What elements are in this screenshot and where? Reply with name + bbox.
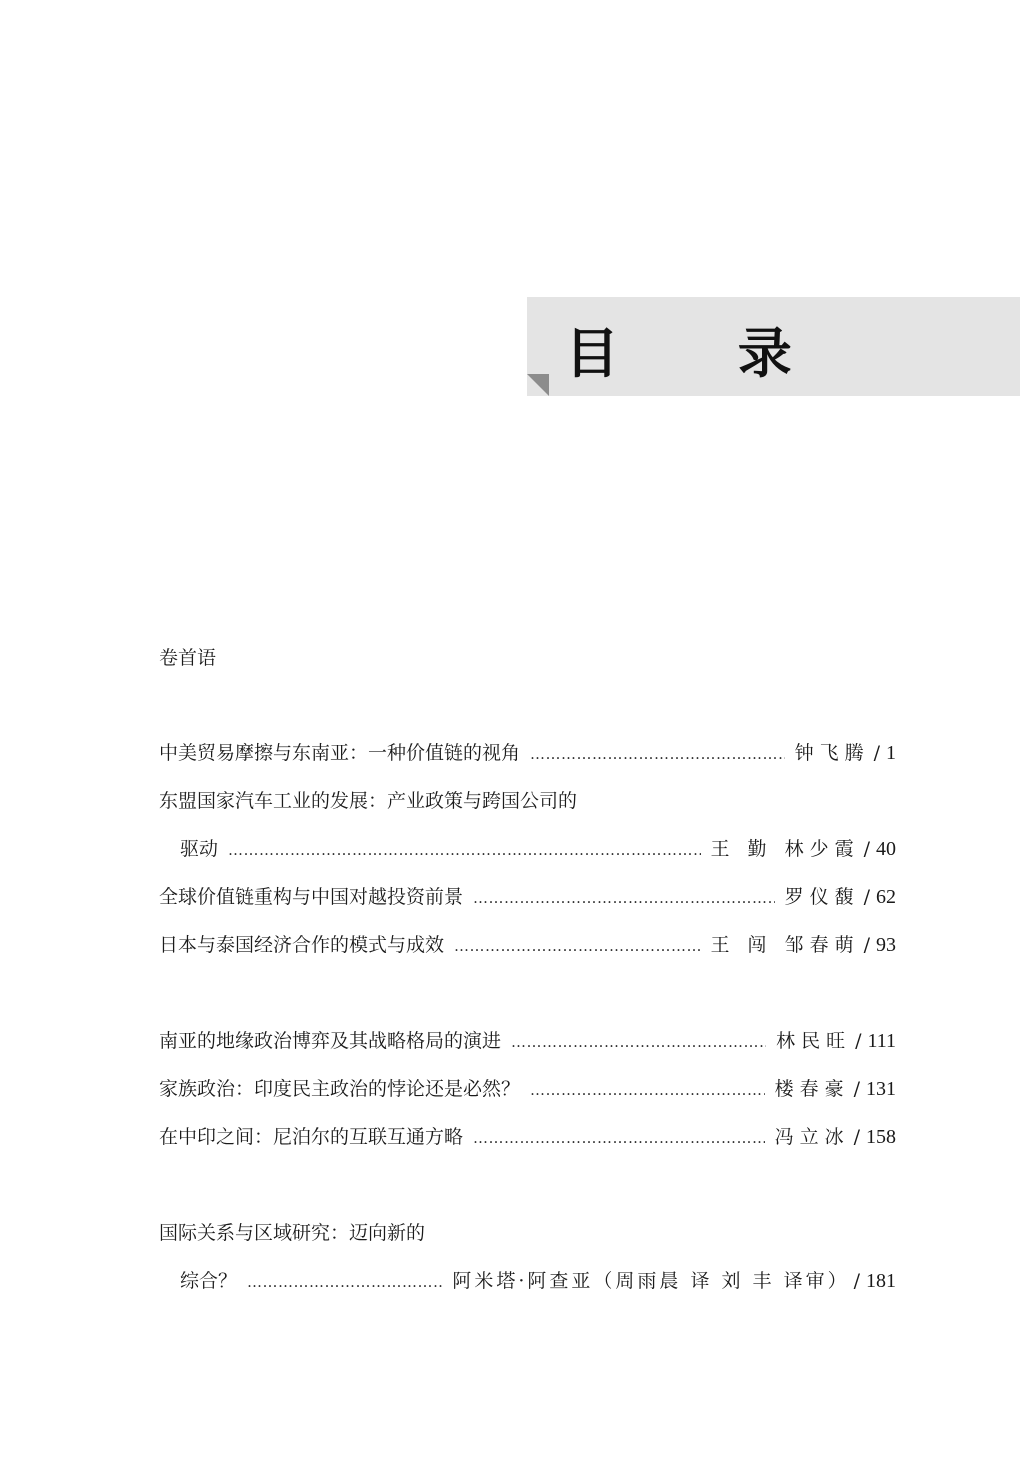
entry-page: 93 xyxy=(876,934,896,956)
page-separator: / xyxy=(863,934,870,956)
dot-leader xyxy=(228,836,700,864)
dot-leader xyxy=(473,884,775,912)
entry-author: 楼春豪 xyxy=(774,1078,850,1100)
page-separator: / xyxy=(863,838,870,860)
entry-author: 罗仪馥 xyxy=(784,886,860,908)
page-separator: / xyxy=(853,1078,860,1100)
entry-title-line[interactable]: 国际关系与区域研究：迈向新的 xyxy=(159,1222,426,1244)
page-separator: / xyxy=(853,1270,860,1292)
entry-author: 钟飞腾 xyxy=(794,742,870,764)
page-separator: / xyxy=(853,1126,860,1148)
entry-title: 综合？ xyxy=(180,1270,238,1292)
entry-page: 111 xyxy=(867,1030,896,1052)
toc-entry[interactable] xyxy=(159,1123,896,1151)
toc-entry[interactable] xyxy=(159,1027,896,1055)
entry-page: 158 xyxy=(866,1126,896,1148)
entry-title: 南亚的地缘政治博弈及其战略格局的演进 xyxy=(159,1030,502,1052)
page-separator: / xyxy=(863,886,870,908)
entry-author: 林民旺 xyxy=(776,1030,852,1052)
toc-entry[interactable] xyxy=(159,883,896,911)
dot-leader xyxy=(247,1268,442,1296)
page-title: 目 录 xyxy=(565,321,842,385)
page-separator: / xyxy=(855,1030,862,1052)
entry-author: 阿米塔·阿查亚（周雨晨 译 刘 丰 译审） xyxy=(452,1270,850,1292)
toc-entry[interactable] xyxy=(159,1075,896,1103)
entry-title: 家族政治：印度民主政治的悖论还是必然？ xyxy=(159,1078,521,1100)
dot-leader xyxy=(511,1028,766,1056)
entry-title: 全球价值链重构与中国对越投资前景 xyxy=(159,886,464,908)
entry-title: 日本与泰国经济合作的模式与成效 xyxy=(159,934,445,956)
entry-page: 131 xyxy=(866,1078,896,1100)
entry-page: 1 xyxy=(886,742,896,764)
entry-author: 王 勤 林少霞 xyxy=(710,838,860,860)
entry-title-line[interactable]: 东盟国家汽车工业的发展：产业政策与跨国公司的 xyxy=(159,790,578,812)
dot-leader xyxy=(530,740,785,768)
dot-leader xyxy=(454,932,700,960)
entry-author: 王 闯 邹春萌 xyxy=(710,934,860,956)
dot-leader xyxy=(473,1124,765,1152)
entry-title: 驱动 xyxy=(180,838,219,860)
entry-title: 中美贸易摩擦与东南亚：一种价值链的视角 xyxy=(159,742,521,764)
toc-entry[interactable] xyxy=(159,931,896,959)
dot-leader xyxy=(530,1076,765,1104)
toc-entry[interactable] xyxy=(159,835,896,863)
entry-page: 40 xyxy=(876,838,896,860)
title-fold-corner xyxy=(527,374,549,396)
page-separator: / xyxy=(873,742,880,764)
toc-entry[interactable] xyxy=(159,739,896,767)
preface-heading[interactable]: 卷首语 xyxy=(159,647,217,669)
entry-author: 冯立冰 xyxy=(774,1126,850,1148)
toc-entry[interactable] xyxy=(159,1267,896,1295)
entry-page: 181 xyxy=(866,1270,896,1292)
entry-page: 62 xyxy=(876,886,896,908)
entry-title: 在中印之间：尼泊尔的互联互通方略 xyxy=(159,1126,464,1148)
